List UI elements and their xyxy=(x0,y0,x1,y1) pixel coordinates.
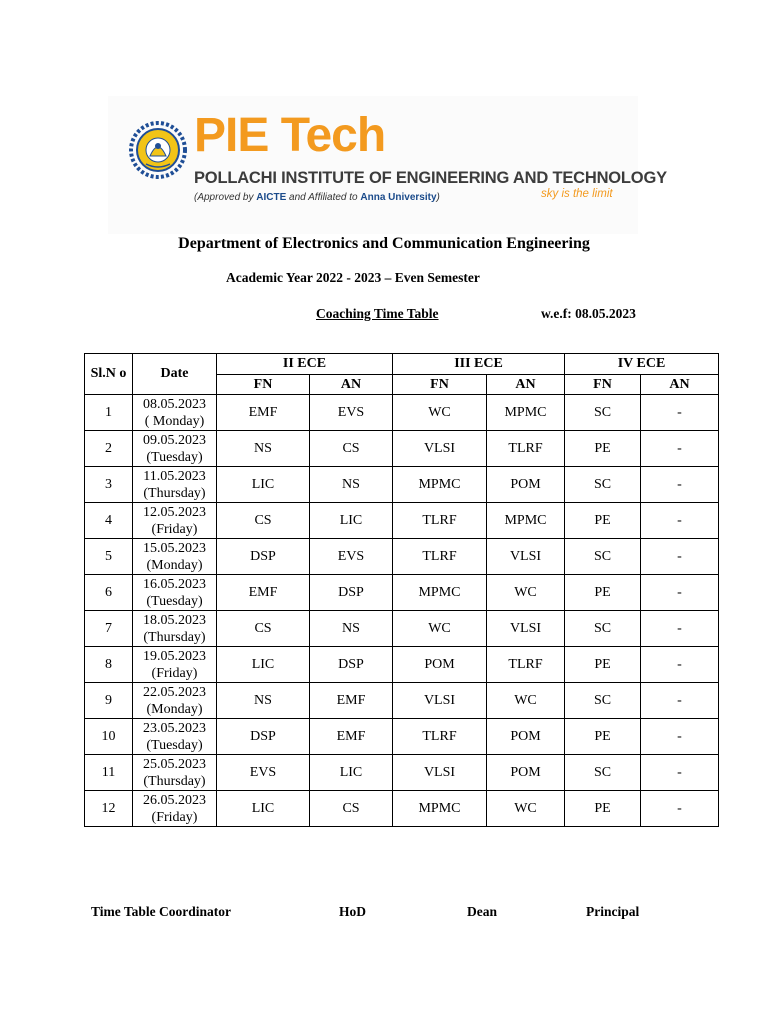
cell-slno: 12 xyxy=(85,791,133,827)
cell-subject: NS xyxy=(310,467,393,503)
day-value: (Tuesday) xyxy=(146,593,203,609)
cell-subject: PE xyxy=(565,647,641,683)
table-row xyxy=(85,575,719,611)
cell-date xyxy=(133,719,217,755)
table-row xyxy=(85,647,719,683)
cell-subject: SC xyxy=(565,539,641,575)
cell-date xyxy=(133,755,217,791)
timetable-title: Coaching Time Table xyxy=(316,306,439,321)
cell-subject: LIC xyxy=(310,755,393,791)
date-value: 19.05.2023 xyxy=(143,648,206,664)
cell-slno: 2 xyxy=(85,431,133,467)
date-value: 12.05.2023 xyxy=(143,504,206,520)
cell-subject: MPMC xyxy=(487,395,565,431)
cell-date xyxy=(133,503,217,539)
date-value: 09.05.2023 xyxy=(143,432,206,448)
effective-date: w.e.f: 08.05.2023 xyxy=(541,306,636,321)
cell-date xyxy=(133,647,217,683)
date-value: 25.05.2023 xyxy=(143,756,206,772)
table-row xyxy=(85,611,719,647)
cell-date xyxy=(133,467,217,503)
cell-slno: 6 xyxy=(85,575,133,611)
header-session: AN xyxy=(641,375,719,395)
institution-name: POLLACHI INSTITUTE OF ENGINEERING AND TECHNOLOGY xyxy=(194,169,667,187)
cell-subject: EVS xyxy=(217,755,310,791)
cell-subject: EVS xyxy=(310,539,393,575)
cell-subject: WC xyxy=(487,791,565,827)
day-value: (Friday) xyxy=(151,665,198,681)
cell-subject: SC xyxy=(565,683,641,719)
table-row xyxy=(85,395,719,431)
cell-slno: 7 xyxy=(85,611,133,647)
cell-date xyxy=(133,611,217,647)
header-date: Date xyxy=(133,354,217,395)
date-value: 11.05.2023 xyxy=(143,468,206,484)
cell-subject: DSP xyxy=(310,575,393,611)
cell-subject: EMF xyxy=(310,719,393,755)
cell-subject: EMF xyxy=(217,575,310,611)
cell-subject: - xyxy=(641,467,719,503)
cell-subject: PE xyxy=(565,791,641,827)
cell-date xyxy=(133,539,217,575)
date-value: 22.05.2023 xyxy=(143,684,206,700)
cell-subject: - xyxy=(641,719,719,755)
day-value: (Thursday) xyxy=(143,629,206,645)
cell-subject: - xyxy=(641,431,719,467)
cell-subject: EMF xyxy=(217,395,310,431)
cell-subject: LIC xyxy=(217,467,310,503)
table-row xyxy=(85,503,719,539)
cell-subject: PE xyxy=(565,431,641,467)
day-value: (Friday) xyxy=(151,521,198,537)
timetable-body xyxy=(85,395,719,827)
cell-slno: 5 xyxy=(85,539,133,575)
cell-date xyxy=(133,431,217,467)
header-session: AN xyxy=(487,375,565,395)
table-row xyxy=(85,431,719,467)
cell-subject: - xyxy=(641,755,719,791)
table-row xyxy=(85,467,719,503)
day-value: ( Monday) xyxy=(144,413,205,429)
cell-subject: NS xyxy=(217,683,310,719)
cell-subject: EMF xyxy=(310,683,393,719)
cell-subject: - xyxy=(641,575,719,611)
tagline: sky is the limit xyxy=(541,188,613,200)
header-session: FN xyxy=(565,375,641,395)
table-row xyxy=(85,719,719,755)
header-group-ii-ece: II ECE xyxy=(217,354,393,375)
cell-subject: PE xyxy=(565,719,641,755)
cell-slno: 4 xyxy=(85,503,133,539)
table-row xyxy=(85,755,719,791)
cell-subject: - xyxy=(641,539,719,575)
header-session: AN xyxy=(310,375,393,395)
cell-slno: 11 xyxy=(85,755,133,791)
cell-date xyxy=(133,791,217,827)
cell-subject: PE xyxy=(565,503,641,539)
date-value: 26.05.2023 xyxy=(143,792,206,808)
approval-line: (Approved by AICTE and Affiliated to Anna University) xyxy=(194,192,440,203)
header-group-iii-ece: III ECE xyxy=(393,354,565,375)
cell-subject: CS xyxy=(310,431,393,467)
cell-subject: SC xyxy=(565,395,641,431)
brand-logo-text: PIE Tech xyxy=(194,109,386,162)
signature-dean: Dean xyxy=(467,904,497,919)
table-row xyxy=(85,539,719,575)
cell-subject: NS xyxy=(217,431,310,467)
header-slno: Sl.N o xyxy=(85,354,133,395)
cell-subject: POM xyxy=(393,647,487,683)
institution-seal-icon xyxy=(128,120,188,180)
cell-subject: TLRF xyxy=(393,539,487,575)
cell-subject: TLRF xyxy=(393,719,487,755)
cell-subject: CS xyxy=(310,791,393,827)
date-value: 08.05.2023 xyxy=(143,396,206,412)
cell-subject: VLSI xyxy=(393,683,487,719)
cell-subject: VLSI xyxy=(393,431,487,467)
cell-subject: SC xyxy=(565,611,641,647)
header-session: FN xyxy=(217,375,310,395)
cell-subject: - xyxy=(641,395,719,431)
cell-subject: VLSI xyxy=(487,611,565,647)
table-row xyxy=(85,791,719,827)
day-value: (Friday) xyxy=(151,809,198,825)
date-value: 16.05.2023 xyxy=(143,576,206,592)
cell-subject: TLRF xyxy=(393,503,487,539)
cell-slno: 10 xyxy=(85,719,133,755)
date-value: 15.05.2023 xyxy=(143,540,206,556)
cell-subject: CS xyxy=(217,611,310,647)
day-value: (Monday) xyxy=(146,701,203,717)
cell-subject: SC xyxy=(565,467,641,503)
day-value: (Tuesday) xyxy=(146,449,203,465)
day-value: (Monday) xyxy=(146,557,203,573)
department-title: Department of Electronics and Communication Engineering xyxy=(178,235,590,252)
cell-subject: - xyxy=(641,647,719,683)
cell-subject: MPMC xyxy=(393,791,487,827)
cell-subject: LIC xyxy=(217,791,310,827)
cell-date xyxy=(133,575,217,611)
cell-slno: 1 xyxy=(85,395,133,431)
cell-subject: VLSI xyxy=(487,539,565,575)
cell-subject: WC xyxy=(487,575,565,611)
cell-subject: WC xyxy=(393,611,487,647)
cell-subject: POM xyxy=(487,755,565,791)
header-group-iv-ece: IV ECE xyxy=(565,354,719,375)
cell-slno: 8 xyxy=(85,647,133,683)
cell-subject: VLSI xyxy=(393,755,487,791)
header-session: FN xyxy=(393,375,487,395)
cell-slno: 9 xyxy=(85,683,133,719)
cell-subject: WC xyxy=(393,395,487,431)
cell-subject: PE xyxy=(565,575,641,611)
cell-subject: DSP xyxy=(217,719,310,755)
cell-slno: 3 xyxy=(85,467,133,503)
cell-subject: POM xyxy=(487,467,565,503)
signature-principal: Principal xyxy=(586,904,640,919)
cell-subject: - xyxy=(641,503,719,539)
table-row xyxy=(85,683,719,719)
cell-subject: - xyxy=(641,611,719,647)
cell-subject: POM xyxy=(487,719,565,755)
cell-subject: WC xyxy=(487,683,565,719)
cell-date xyxy=(133,395,217,431)
cell-subject: LIC xyxy=(310,503,393,539)
date-value: 23.05.2023 xyxy=(143,720,206,736)
cell-subject: EVS xyxy=(310,395,393,431)
cell-subject: TLRF xyxy=(487,647,565,683)
date-value: 18.05.2023 xyxy=(143,612,206,628)
day-value: (Thursday) xyxy=(143,773,206,789)
day-value: (Tuesday) xyxy=(146,737,203,753)
signature-coordinator: Time Table Coordinator xyxy=(91,904,232,919)
cell-subject: CS xyxy=(217,503,310,539)
cell-subject: MPMC xyxy=(487,503,565,539)
cell-subject: DSP xyxy=(217,539,310,575)
cell-subject: SC xyxy=(565,755,641,791)
academic-year: Academic Year 2022 - 2023 – Even Semester xyxy=(226,270,480,285)
cell-subject: DSP xyxy=(310,647,393,683)
cell-subject: TLRF xyxy=(487,431,565,467)
coaching-timetable xyxy=(84,353,719,827)
cell-subject: LIC xyxy=(217,647,310,683)
cell-subject: MPMC xyxy=(393,467,487,503)
signature-hod: HoD xyxy=(339,904,366,919)
cell-date xyxy=(133,683,217,719)
cell-subject: - xyxy=(641,683,719,719)
cell-subject: - xyxy=(641,791,719,827)
day-value: (Thursday) xyxy=(143,485,206,501)
cell-subject: MPMC xyxy=(393,575,487,611)
cell-subject: NS xyxy=(310,611,393,647)
